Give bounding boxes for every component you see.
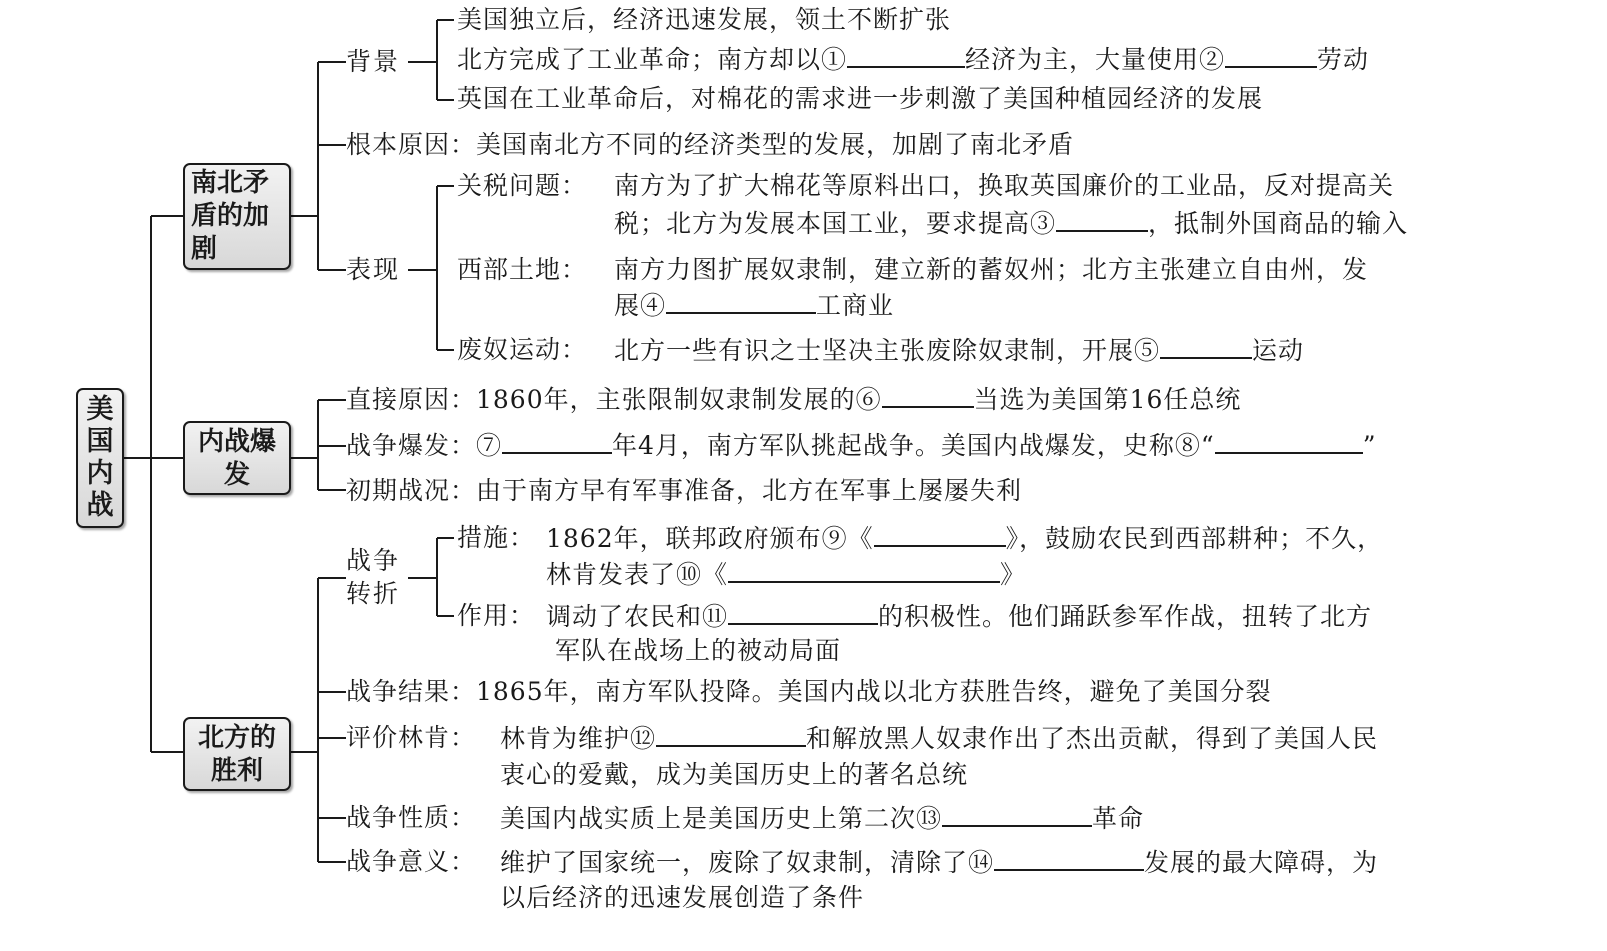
west-land-text-2: 展④ 工商业 [614, 291, 895, 320]
effect-text-2: 军队在战场上的被动局面 [555, 636, 842, 665]
measures-text-2: 林肯发表了⑩《 》 [546, 560, 1027, 589]
lincoln-eval-text-1: 林肯为维护⑫ 和解放黑人奴隶作出了杰出贡献，得到了美国人民 [500, 724, 1379, 753]
war-significance-text-1: 维护了国家统一，废除了奴隶制，清除了⑭ 发展的最大障碍，为 [500, 848, 1379, 877]
measures-text-1: 1862年，联邦政府颁布⑨《 》，鼓励农民到西部耕种；不久， [546, 524, 1384, 553]
war-significance-label: 战争意义： [346, 847, 477, 876]
tariff-text-2: 税；北方为发展本国工业，要求提高③ ，抵制外国商品的输入 [614, 209, 1409, 238]
west-land-text-1: 南方力图扩展奴隶制，建立新的蓄奴州；北方主张建立自由州，发 [614, 255, 1369, 284]
war-outbreak: 战争爆发：⑦ 年4月，南方军队挑起战争。美国内战爆发，史称⑧“ ” [346, 431, 1377, 460]
root-cause: 根本原因：美国南北方不同的经济类型的发展，加剧了南北矛盾 [346, 130, 1075, 159]
war-nature-text: 美国内战实质上是美国历史上第二次⑬ 革命 [500, 804, 1145, 833]
abolition-text: 北方一些有识之士坚决主张废除奴隶制，开展⑤ 运动 [614, 336, 1305, 365]
effect-label: 作用： [457, 601, 536, 630]
direct-cause: 直接原因：1860年，主张限制奴隶制发展的⑥ 当选为美国第16任总统 [346, 385, 1242, 414]
section-node-victory [183, 717, 291, 791]
section-title: 北方的胜利 [197, 723, 276, 786]
abolition-label: 废奴运动： [457, 335, 588, 364]
section-node-contradiction [183, 163, 291, 270]
early-situation: 初期战况：由于南方早有军事准备，北方在军事上屡屡失利 [346, 476, 1023, 505]
effect-text-1: 调动了农民和⑪ 的积极性。他们踊跃参军作战，扭转了北方 [546, 602, 1373, 631]
label-background: 背景 [346, 47, 401, 76]
label-turning-point: 战争转折 [346, 546, 401, 608]
war-nature-label: 战争性质： [346, 803, 477, 832]
lincoln-eval-label: 评价林肯： [346, 723, 477, 752]
lincoln-eval-text-2: 衷心的爱戴，成为美国历史上的著名总统 [500, 760, 969, 789]
tariff-label: 关税问题： [457, 171, 588, 200]
section-title: 内战爆发 [197, 427, 276, 490]
background-item-1: 美国独立后，经济迅速发展，领土不断扩张 [457, 5, 952, 34]
background-item-2: 北方完成了工业革命；南方却以① 经济为主，大量使用② 劳动 [457, 45, 1370, 74]
tariff-text-1: 南方为了扩大棉花等原料出口，换取英国廉价的工业品，反对提高关 [614, 171, 1395, 200]
root-title: 美国内战 [86, 394, 114, 521]
background-item-3: 英国在工业革命后，对棉花的需求进一步刺激了美国种植园经济的发展 [457, 84, 1264, 113]
label-manifestation: 表现 [346, 255, 401, 284]
war-result: 战争结果：1865年，南方军队投降。美国内战以北方获胜告终，避免了美国分裂 [346, 677, 1272, 706]
root-node [76, 388, 124, 528]
war-significance-text-2: 以后经济的迅速发展创造了条件 [500, 883, 865, 912]
section-node-outbreak [183, 421, 291, 495]
measures-label: 措施： [457, 523, 536, 552]
section-title: 南北矛盾的加剧 [191, 168, 270, 264]
west-land-label: 西部土地： [457, 255, 588, 284]
